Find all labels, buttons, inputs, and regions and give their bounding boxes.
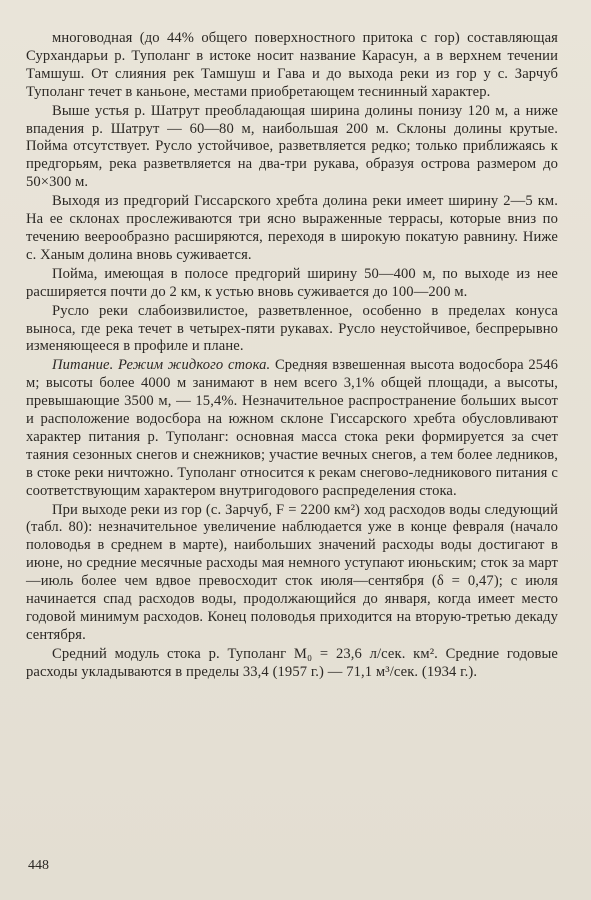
paragraph-4: Пойма, имеющая в полосе предгорий ширину 50—400 м, по выходе из нее расширяется почти до 2 км, к устью вновь суживается до 100—200 м. [26,265,558,300]
paragraph-3: Выходя из предгорий Гиссарского хребта долина реки имеет ширину 2—5 км. На ее склонах прослеживаются три ясно выраженные террасы, которые вниз по течению веерообразно расширяются, переходя в широкую покатую равнину. Ниже с. Ханым долина вновь суживается. [26,193,558,263]
section-heading: Питание. Режим жидкого стока. [52,357,271,374]
paragraph-8: Средний модуль стока р. Туполанг M₀ = 23,6 л/сек. км². Средние годовые расходы укладываются в пределы 33,4 (1957 г.) — 71,1 м³/сек. (1934 г.). [26,645,558,680]
paragraph-5: Русло реки слабоизвилистое, разветвленное, особенно в пределах конуса выноса, где река течет в четырех-пяти рукавах. Русло неустойчивое, беспрерывно изменяющееся в профиле и плане. [26,302,558,355]
paragraph-6: Питание. Режим жидкого стока. Средняя взвешенная высота водосбора 2546 м; высоты более 4000 м занимают в нем всего 3,1% общей площади, а высоты, превышающие 3500 м, — 15,4%. Незначительное распространение больших высот и расположение водосбора на южном склоне Гиссарского хребта обусловливают характер питания р. Туполанг: основная масса стока реки формируется за счет таяния сезонных снегов и снежников; участие вечных снегов, а тем более ледников, в стоке реки ничтожно. Туполанг относится к рекам снегово-ледникового питания с соответствующим характером внутригодового распределения стока. [26,357,559,499]
paragraph-2: Выше устья р. Шатрут преобладающая ширина долины понизу 120 м, а ниже впадения р. Шатрут — 60—80 м, наибольшая 200 м. Склоны долины крутые. Пойма отсутствует. Русло устойчивое, разветвляется редко; только приближаясь к предгорьям, река разветвляется на два-три рукава, образуя острова размером до 50×300 м. [26,102,558,191]
paragraph-1: многоводная (до 44% общего поверхностного притока с гор) составляющая Сурхандарьи р. Туполанг в истоке носит название Карасун, а в верхнем течении Тамшуш. От слияния рек Тамшуш и Гава и до выхода реки из гор у с. Зарчуб Туполанг течет в каньоне, местами приобретающем теснинный характер. [26,30,558,100]
body-text [26,30,558,682]
page-number: 448 [28,858,49,873]
paragraph-7: При выходе реки из гор (с. Зарчуб, F = 2200 км²) ход расходов воды следующий (табл. 80): незначительное увеличение наблюдается уже в конце февраля (начало половодья в среднем в марте), наибольших значений расходы воды достигают в июне, но средние месячные расходы мая немного уступают июньским; сток за март—июль более чем вдвое превосходит сток июля—сентября (δ = 0,47); с июля начинается спад расходов воды, продолжающийся до января, когда имеет место годовой минимум расходов. Конец половодья приходится на вторую-третью декаду сентября. [26,501,558,643]
